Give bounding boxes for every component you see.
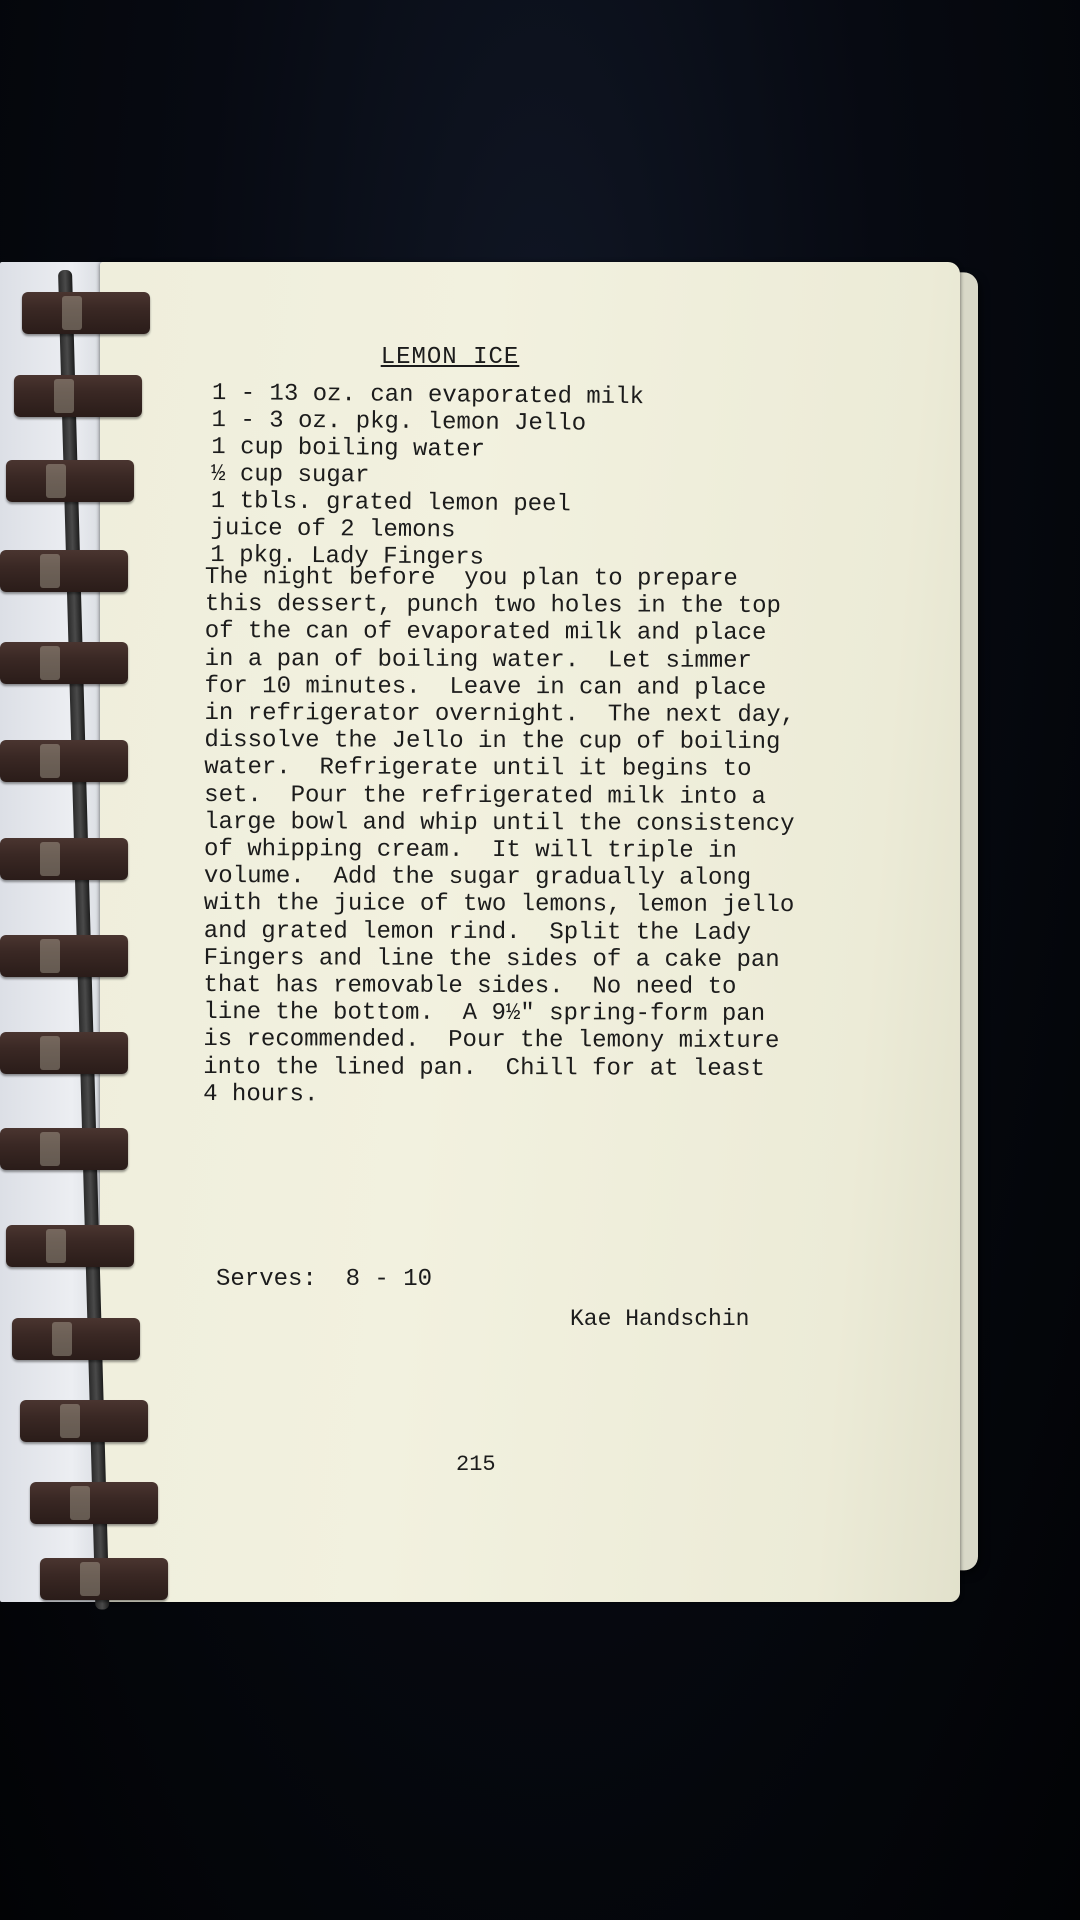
- recipe-author: Kae Handschin: [570, 1306, 750, 1332]
- instruction-line: dissolve the Jello in the cup of boiling: [204, 727, 781, 757]
- instruction-line: that has removable sides. No need to: [203, 972, 737, 1001]
- instruction-line: with the juice of two lemons, lemon jello: [203, 890, 795, 920]
- ring-gap: [46, 464, 66, 498]
- instructions-paragraph: [203, 564, 925, 1111]
- instruction-line: large bowl and whip until the consistency: [204, 808, 795, 838]
- binding-ring: [12, 1318, 140, 1360]
- ingredient-item: 1 - 3 oz. pkg. lemon Jello: [211, 406, 587, 438]
- ring-gap: [80, 1562, 100, 1596]
- ingredient-item: ½ cup sugar: [210, 460, 370, 490]
- binding-ring: [30, 1482, 158, 1524]
- ring-gap: [62, 296, 82, 330]
- binding-ring: [6, 1225, 134, 1267]
- instruction-line: water. Refrigerate until it begins to: [204, 754, 752, 784]
- instruction-line: line the bottom. A 9½" spring-form pan: [203, 999, 766, 1029]
- instruction-line: of whipping cream. It will triple in: [203, 836, 737, 865]
- instruction-line: Fingers and line the sides of a cake pan: [203, 944, 780, 974]
- binding-ring: [0, 838, 128, 880]
- instruction-line: this dessert, punch two holes in the top: [204, 591, 781, 621]
- ring-gap: [40, 939, 60, 973]
- ring-gap: [40, 1132, 60, 1166]
- instruction-line: of the can of evaporated milk and place: [204, 618, 767, 648]
- ring-gap: [40, 554, 60, 588]
- ingredient-item: 1 cup boiling water: [211, 433, 486, 464]
- instruction-line: The night before you plan to prepare: [204, 564, 738, 593]
- ring-gap: [52, 1322, 72, 1356]
- page-number: 215: [456, 1452, 496, 1477]
- binding-ring: [0, 1128, 128, 1170]
- binding-ring: [22, 292, 150, 334]
- binding-ring: [0, 1032, 128, 1074]
- instruction-line: and grated lemon rind. Split the Lady: [203, 917, 752, 947]
- ingredients-list: [210, 380, 644, 573]
- binding-ring: [0, 935, 128, 977]
- ingredient-item: 1 - 13 oz. can evaporated milk: [211, 380, 645, 412]
- instruction-line: for 10 minutes. Leave in can and place: [204, 672, 767, 702]
- ingredient-item: 1 tbls. grated lemon peel: [210, 487, 572, 519]
- binding-ring: [14, 375, 142, 417]
- instruction-line: in a pan of boiling water. Let simmer: [204, 645, 753, 675]
- ring-gap: [60, 1404, 80, 1438]
- ingredient-item: 1 pkg. Lady Fingers: [210, 541, 485, 572]
- recipe-title: LEMON ICE: [380, 344, 520, 371]
- instruction-line: set. Pour the refrigerated milk into a: [204, 781, 766, 811]
- ring-gap: [40, 842, 60, 876]
- instruction-line: volume. Add the sugar gradually along: [203, 863, 752, 893]
- ring-gap: [70, 1486, 90, 1520]
- binding-ring: [6, 460, 134, 502]
- ring-gap: [40, 1036, 60, 1070]
- instruction-line: is recommended. Pour the lemony mixture: [203, 1026, 780, 1056]
- serves-line: Serves: 8 - 10: [216, 1266, 433, 1293]
- ingredient-item: juice of 2 lemons: [210, 514, 456, 545]
- binding-ring: [0, 550, 128, 592]
- ring-gap: [46, 1229, 66, 1263]
- binding-ring: [0, 642, 128, 684]
- instruction-line: in refrigerator overnight. The next day,: [204, 700, 796, 730]
- ring-gap: [40, 646, 60, 680]
- binding-ring: [0, 740, 128, 782]
- ring-gap: [40, 744, 60, 778]
- instruction-line: into the lined pan. Chill for at least: [203, 1053, 765, 1083]
- cookbook-page: [100, 262, 960, 1602]
- instruction-line: 4 hours.: [203, 1080, 319, 1109]
- ring-gap: [54, 379, 74, 413]
- spiral-binding: [0, 270, 160, 1610]
- binding-ring: [20, 1400, 148, 1442]
- binding-ring: [40, 1558, 168, 1600]
